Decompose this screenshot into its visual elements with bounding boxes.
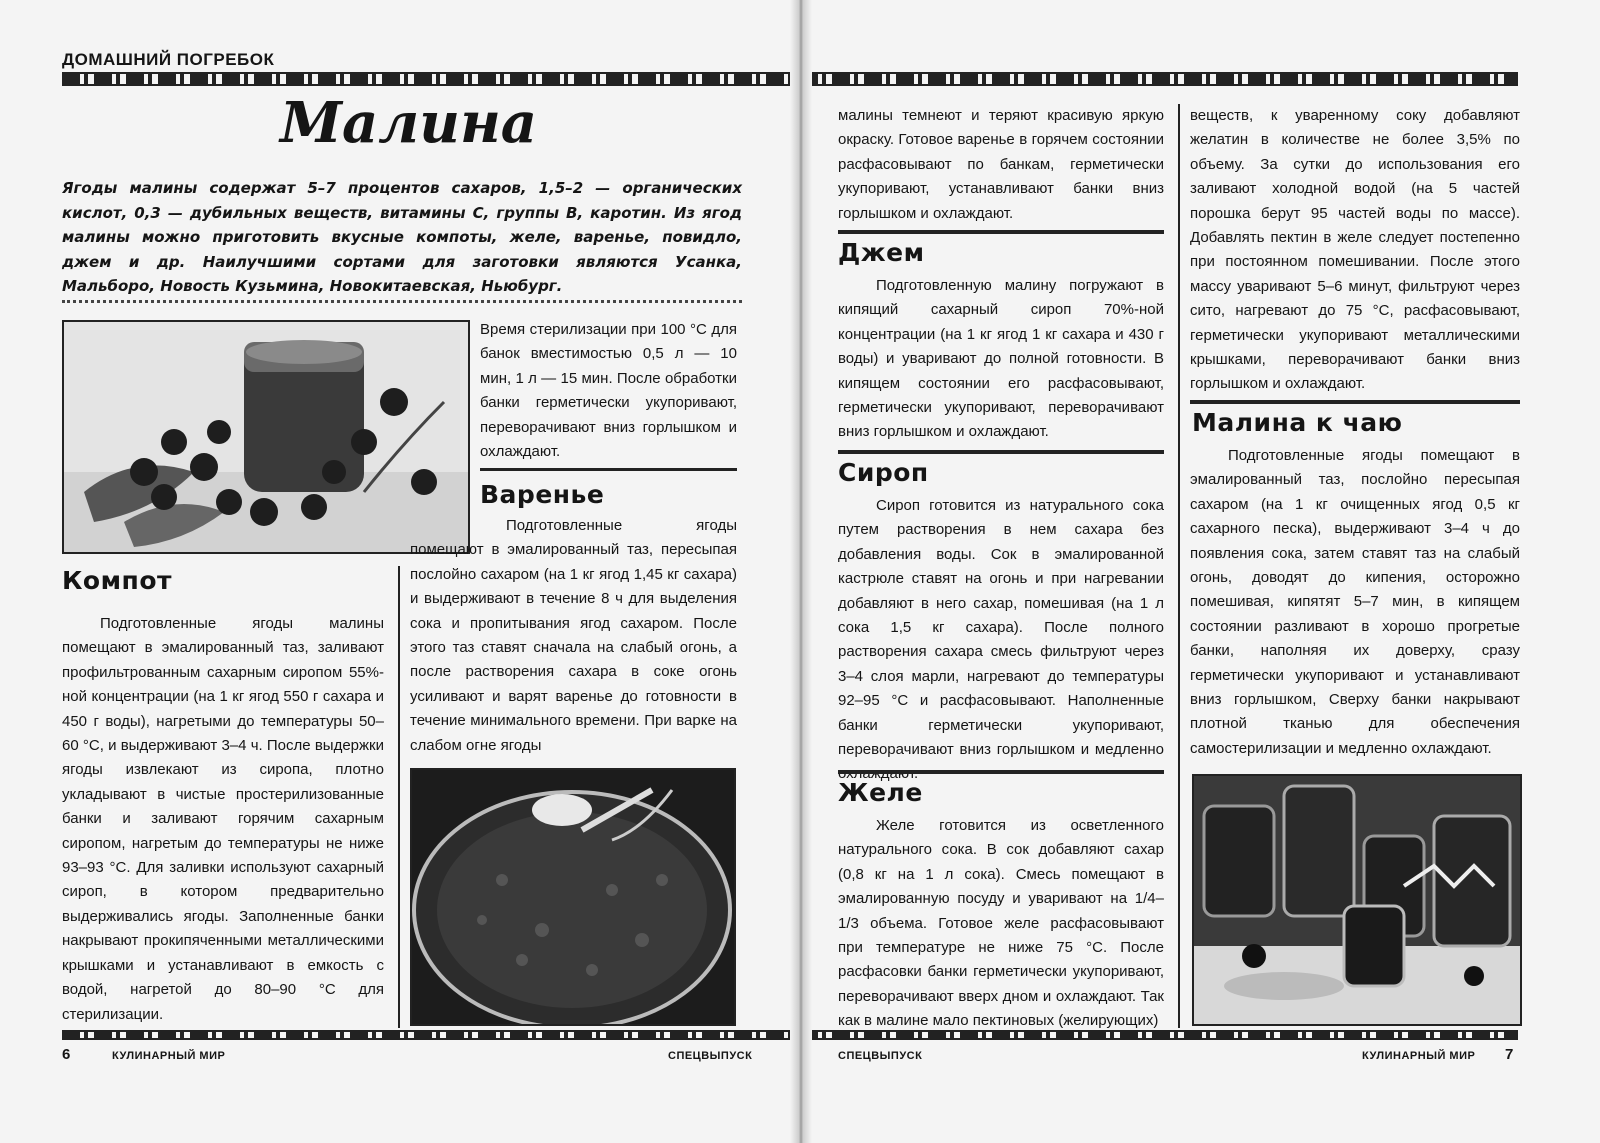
varenye-continued-text [838,104,1164,226]
top-ornament [62,72,792,86]
sterilization-text [480,318,737,464]
heading-jam: Джем [838,238,925,267]
footer-magazine-left: КУЛИНАРНЫЙ МИР [112,1050,226,1062]
rule-tea [1190,400,1520,404]
jelly-paragraph: Желе готовится из осветленного натурального сока. В сок добавляют сахар (0,8 кг на 1 л сока). Смесь помещают в эмалированную посуду и уваривают на 1/4–1/3 объема. Готовое желе расфасовывают при температуре не ниже 75 °С. После расфасовки банки герметически укупоривают, переворачивают вверх дном и охлаждают. Так как в малине мало пектиновых (желирующих) [838,817,1164,1030]
tea-text [1190,444,1520,761]
page-title: Малина [280,90,538,156]
footer-issue-right: СПЕЦВЫПУСК [838,1050,923,1062]
column-divider-right [1178,104,1180,1028]
rule-jam [838,230,1164,234]
jam-bowl-photo [410,768,736,1026]
varenye-paragraph: Подготовленные ягоды помещают в эмалированный таз, пересыпая послойно сахаром (на 1 кг ягод 1,45 кг сахара) и выдерживают в течение 8 ч для выделения сока и пропитывания ягод сахаром. После этого таз ставят сначала на слабый огонь, а после растворения сахара в соке огонь усиливают и варят варенье до готовности в течение минимального времени. При варке на слабом огне ягоды [410,517,737,754]
heading-syrup: Сироп [838,458,929,487]
footer-magazine-right: КУЛИНАРНЫЙ МИР [1362,1050,1476,1062]
top-ornament-right [800,72,1518,86]
jars-illustration [1194,776,1520,1024]
jelly-continued-paragraph: веществ, к уваренному соку добавляют желатин в количестве не более 3,5% по объему. За сутки до использования его заливают холодной водой (на 5 частей порошка берут 95 частей воды по массе). Добавлять пектин в желе следует постепенно при постоянном помешивании. После этого массу уваривают 5–6 минут, фильтруют через сито, нагревают до 75 °С, расфасовывают, герметически укупоривают металлическими крышками, переворачивают банки вниз горлышком и охлаждают. [1190,107,1520,393]
heading-varenye: Варенье [480,480,605,509]
bottom-ornament-right [800,1030,1518,1040]
kompot-paragraph: Подготовленные ягоды малины помещают в эмалированный таз, заливают профильтрованным сахарным сиропом 55%-ной концентрации (на 1 кг ягод 550 г сахара и 450 г воды), нагретыми до температуры 50–60 °С, и выдерживают 3–4 ч. После выдержки ягоды извлекают из сиропа, плотно укладывают в чистые простерилизованные банки и заливают горячим сахарным сиропом, нагретым до температуры не ниже 93–93 °С. Для заливки используют сахарный сироп, в котором предварительно выдерживались ягоды. Заполненные банки накрывают прокипяченными металлическими крышками и устанавливают в емкость с водой, нагретой до 80–90 °С для стерилизации. [62,615,384,1023]
kompot-text [62,612,384,1027]
tea-paragraph: Подготовленные ягоды помещают в эмалированный таз, послойно пересыпая сахаром (на 1 кг очищенных ягод 0,5 кг сахарного песка), выдерживают 3–4 ч до появления сока, затем ставят таз на слабый огонь, доводят до кипения, осторожно помешивая, кипятят 5–7 мин, в кипящем состоянии разливают в хорошо прогретые банки, наполняя их доверху, сразу герметически укупоривают и устанавливают вниз горлышком, Сверху банки накрывают плотной тканью для обеспечения самостерилизации и медленно охлаждают. [1190,447,1520,757]
heading-tea: Малина к чаю [1192,408,1403,437]
jelly-continued-text [1190,104,1520,397]
syrup-text [838,494,1164,787]
footer-issue-left: СПЕЦВЫПУСК [668,1050,753,1062]
sterilization-paragraph: Время стерилизации при 100 °С для банок вместимостью 0,5 л — 10 мин, 1 л — 15 мин. После обработки банки герметически укупоривают, переворачивают вниз горлышком и охлаждают. [480,321,737,461]
right-page [800,0,1600,1143]
intro-divider [62,300,742,303]
sterilization-rule [480,468,737,471]
heading-kompot: Компот [62,566,172,595]
page-number-left: 6 [62,1046,71,1063]
varenye-text [410,514,737,758]
bottom-ornament [62,1030,792,1040]
jam-paragraph: Подготовленную малину погружают в кипящий сахарный сироп 70%-ной концентрации (на 1 кг ягод 1 кг сахара и 430 г воды) и уваривают до полной готовности. В кипящем состоянии его расфасовывают, герметически укупоривают, переворачивают вниз горлышком и охлаждают. [838,277,1164,441]
raspberry-jar-photo [62,320,470,554]
varenye-continued-paragraph: малины темнеют и теряют красивую яркую окраску. Готовое варенье в горячем состоянии расфасовывают по банкам, герметически укупоривают, устанавливают банки вниз горлышком и охлаждают. [838,107,1164,222]
jam-bowl-illustration [412,770,734,1024]
rule-jelly [838,770,1164,774]
jam-text [838,274,1164,445]
heading-jelly: Желе [838,778,923,807]
jars-photo [1192,774,1522,1026]
raspberry-jar-illustration [64,322,468,552]
page-number-right: 7 [1505,1046,1514,1063]
book-spine [790,0,812,1143]
syrup-paragraph: Сироп готовится из натурального сока путем растворения в нем сахара без добавления воды. Сок в эмалированной кастрюле ставят на огонь и при нагревании добавляют в него сахар, помешивая (на 1 л сока 1,5 кг сахара). После полного растворения сахара смесь фильтруют через 3–4 слоя марли, нагревают до температуры 92–95 °С и расфасовывают. Наполненные банки герметически укупоривают, переворачивают вниз горлышком и медленно [838,497,1164,759]
jelly-text [838,814,1164,1034]
rule-syrup [838,450,1164,454]
intro-paragraph: Ягоды малины содержат 5–7 процентов сахаров, 1,5–2 — органических кислот, 0,3 — дубильных веществ, витамины С, группы В, каротин. Из ягод малины можно приготовить вкусные компоты, желе, варенье, повидло, джем и др. Наилучшими сортами для заготовки являются Усанка, Мальборо, Новость Кузьмина, Новокитаевская, Ньюбург. [62,179,742,295]
section-label: ДОМАШНИЙ ПОГРЕБОК [62,50,275,69]
column-divider [398,566,400,1028]
